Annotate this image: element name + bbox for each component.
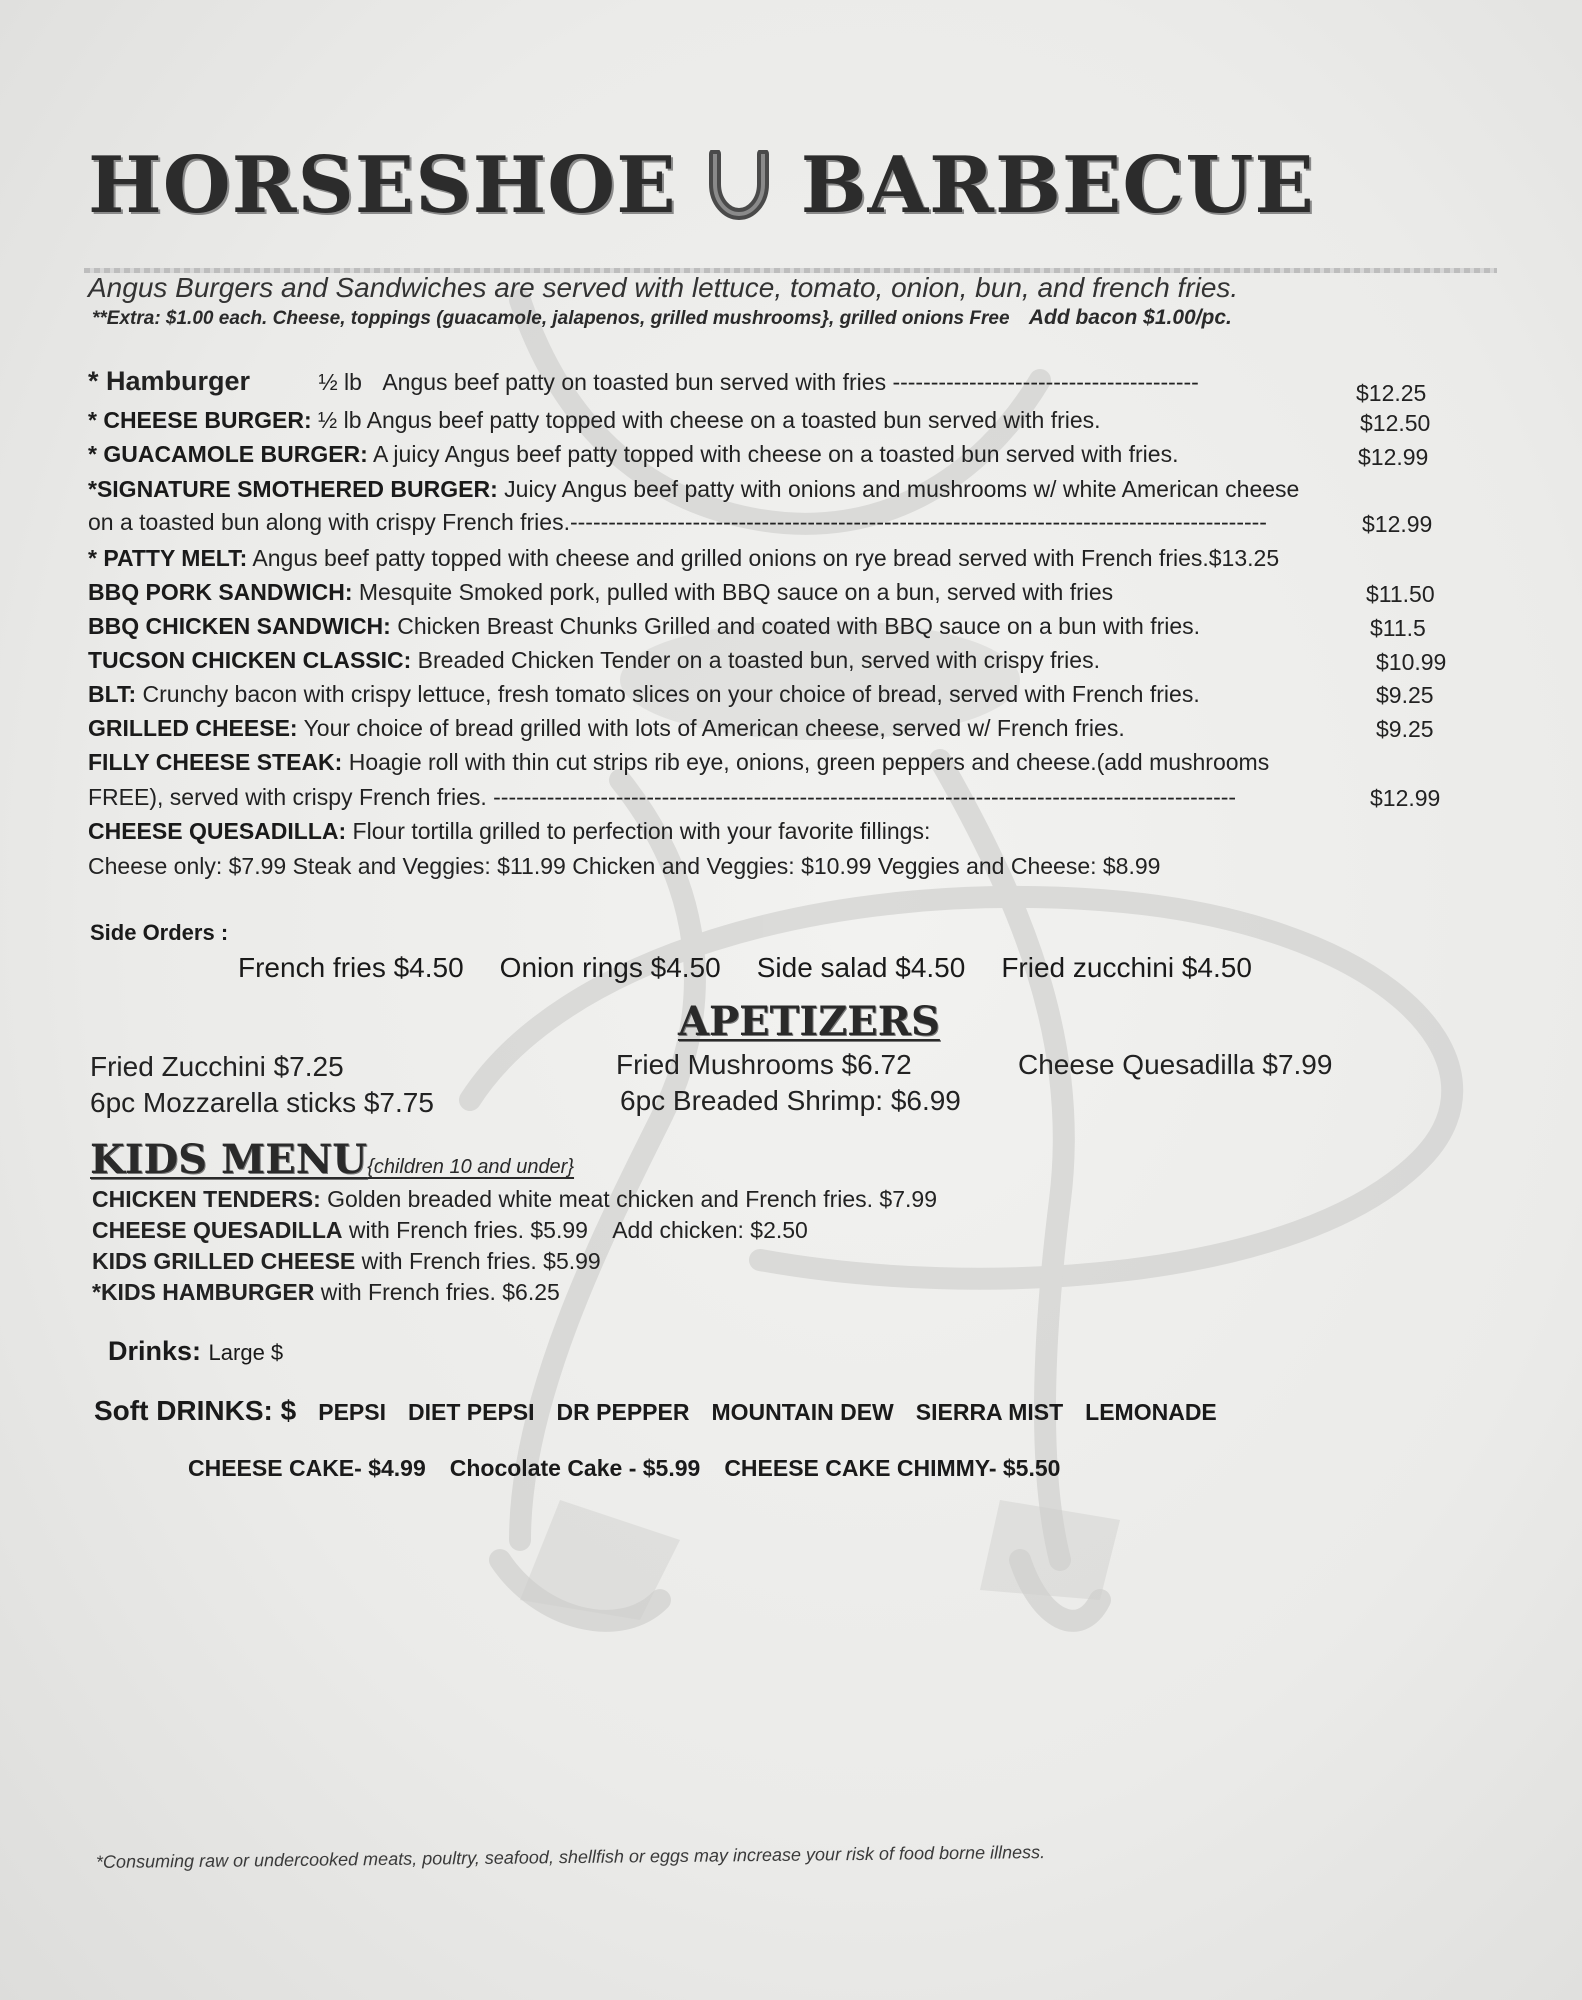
kids-item-quesadilla: CHEESE QUESADILLA with French fries. $5.99 Add chicken: $2.50 (92, 1217, 808, 1243)
dessert-item: CHEESE CAKE CHIMMY- $5.50 (724, 1455, 1061, 1481)
side-orders-list (238, 952, 1252, 984)
soft-drinks-label: Soft DRINKS: $ (94, 1395, 297, 1426)
drink-item: DR PEPPER (556, 1399, 690, 1425)
menu-item-bbq-pork: BBQ PORK SANDWICH: Mesquite Smoked pork, pulled with BBQ sauce on a bun, served with fries (88, 579, 1114, 605)
desserts-list (188, 1455, 1060, 1482)
price-filly-cheese-steak: $12.99 (1370, 785, 1441, 811)
drinks-heading: Drinks: Large $ (108, 1336, 284, 1366)
appetizer-item: Fried Mushrooms $6.72 (616, 1049, 912, 1080)
menu-item-cheese-burger: * CHEESE BURGER: ½ lb Angus beef patty topped with cheese on a toasted bun served with fries. (88, 407, 1101, 433)
kids-menu-title-text: KIDS MENU (90, 1136, 368, 1183)
side-item: Side salad $4.50 (756, 952, 966, 983)
drink-item: LEMONADE (1085, 1399, 1217, 1425)
menu-item-patty-melt: * PATTY MELT: Angus beef patty topped with cheese and grilled onions on rye bread served with French fries.$13.25 (88, 545, 1280, 571)
side-item: Fried zucchini $4.50 (1001, 952, 1252, 983)
kids-item-tenders: CHICKEN TENDERS: Golden breaded white meat chicken and French fries. $7.99 (92, 1186, 937, 1212)
soft-drinks-list (94, 1395, 1217, 1427)
dessert-item: CHEESE CAKE- $4.99 (188, 1455, 426, 1481)
price-bbq-pork: $11.50 (1366, 581, 1435, 607)
side-item: French fries $4.50 (238, 952, 464, 983)
menu-item-tucson-chicken: TUCSON CHICKEN CLASSIC: Breaded Chicken Tender on a toasted bun, served with crispy fries. (88, 647, 1100, 673)
food-safety-disclaimer: *Consuming raw or undercooked meats, poultry, seafood, shellfish or eggs may increase your risk of food borne illness. (95, 1842, 1046, 1872)
price-signature-burger: $12.99 (1362, 511, 1433, 537)
extras-text: **Extra: $1.00 each. Cheese, toppings (guacamole, jalapenos, grilled mushrooms}, grilled onions Free (92, 308, 1010, 329)
menu-item-filly-cheese-steak: FILLY CHEESE STEAK: Hoagie roll with thin cut strips rib eye, onions, green peppers and cheese.(add mushrooms (88, 749, 1270, 775)
menu-item-blt: BLT: Crunchy bacon with crispy lettuce, fresh tomato slices on your choice of bread, served with French fries. (88, 681, 1200, 707)
side-item: Onion rings $4.50 (499, 952, 721, 983)
menu-item-signature-burger-cont: on a toasted bun along with crispy French fries.------------------------------------------------------------------------------------------- (88, 509, 1267, 535)
price-cheese-burger: $12.50 (1360, 410, 1431, 436)
menu-item-filly-cheese-steak-cont: FREE), served with crispy French fries. ------------------------------------------------------------------------------------------------- (88, 784, 1237, 810)
drink-item: MOUNTAIN DEW (711, 1399, 894, 1425)
title-horseshoe-word: HORSESHOE (88, 139, 677, 231)
price-blt: $9.25 (1376, 682, 1434, 708)
kids-item-grilled-cheese: KIDS GRILLED CHEESE with French fries. $5.99 (92, 1248, 601, 1274)
bacon-note: Add bacon $1.00/pc. (1028, 306, 1232, 329)
side-orders-heading: Side Orders : (90, 920, 229, 945)
appetizer-item: 6pc Breaded Shrimp: $6.99 (620, 1085, 961, 1116)
price-tucson-chicken: $10.99 (1376, 649, 1447, 675)
kids-item-hamburger: *KIDS HAMBURGER with French fries. $6.25 (92, 1279, 560, 1305)
menu-item-guacamole-burger: * GUACAMOLE BURGER: A juicy Angus beef patty topped with cheese on a toasted bun served with fries. (88, 441, 1179, 467)
menu-item-signature-burger: *SIGNATURE SMOTHERED BURGER: Juicy Angus beef patty with onions and mushrooms w/ white American cheese (88, 476, 1300, 502)
menu-item-bbq-chicken: BBQ CHICKEN SANDWICH: Chicken Breast Chunks Grilled and coated with BBQ sauce on a bun with fries. (88, 613, 1201, 639)
menu-item-grilled-cheese: GRILLED CHEESE: Your choice of bread grilled with lots of American cheese, served w/ French fries. (88, 715, 1125, 741)
extras-note (92, 306, 1232, 330)
appetizer-item: Cheese Quesadilla $7.99 (1018, 1049, 1333, 1080)
price-patty-melt: $13.25 (1208, 545, 1280, 571)
drink-item: SIERRA MIST (915, 1399, 1064, 1425)
appetizers-title: APETIZERS (678, 998, 940, 1045)
menu-item-cheese-quesadilla-options: Cheese only: $7.99 Steak and Veggies: $11.99 Chicken and Veggies: $10.99 Veggies and Cheese: $8.99 (88, 853, 1161, 879)
drink-item: DIET PEPSI (408, 1399, 535, 1425)
kids-menu-title (90, 1136, 574, 1183)
drinks-size: Large $ (208, 1340, 284, 1365)
drink-item: PEPSI (318, 1399, 386, 1425)
price-guacamole-burger: $12.99 (1358, 444, 1429, 470)
price-grilled-cheese: $9.25 (1376, 716, 1434, 742)
dessert-item: Chocolate Cake - $5.99 (449, 1455, 701, 1481)
price-bbq-chicken: $11.5 (1370, 615, 1426, 641)
title-barbecue-word: BARBECUE (800, 139, 1315, 231)
appetizer-item: Fried Zucchini $7.25 (90, 1051, 344, 1082)
kids-age-note: {children 10 and under} (367, 1156, 575, 1178)
price-hamburger: $12.25 (1356, 380, 1427, 406)
appetizer-item: 6pc Mozzarella sticks $7.75 (90, 1087, 434, 1118)
intro-text: Angus Burgers and Sandwiches are served with lettuce, tomato, onion, bun, and french fries. (88, 272, 1239, 303)
menu-item-hamburger: * Hamburger ½ lb Angus beef patty on toasted bun served with fries ---------------------------------------- (88, 366, 1199, 396)
restaurant-title (88, 130, 1315, 240)
horseshoe-icon (707, 150, 771, 220)
menu-item-cheese-quesadilla: CHEESE QUESADILLA: Flour tortilla grilled to perfection with your favorite fillings: (88, 818, 931, 844)
